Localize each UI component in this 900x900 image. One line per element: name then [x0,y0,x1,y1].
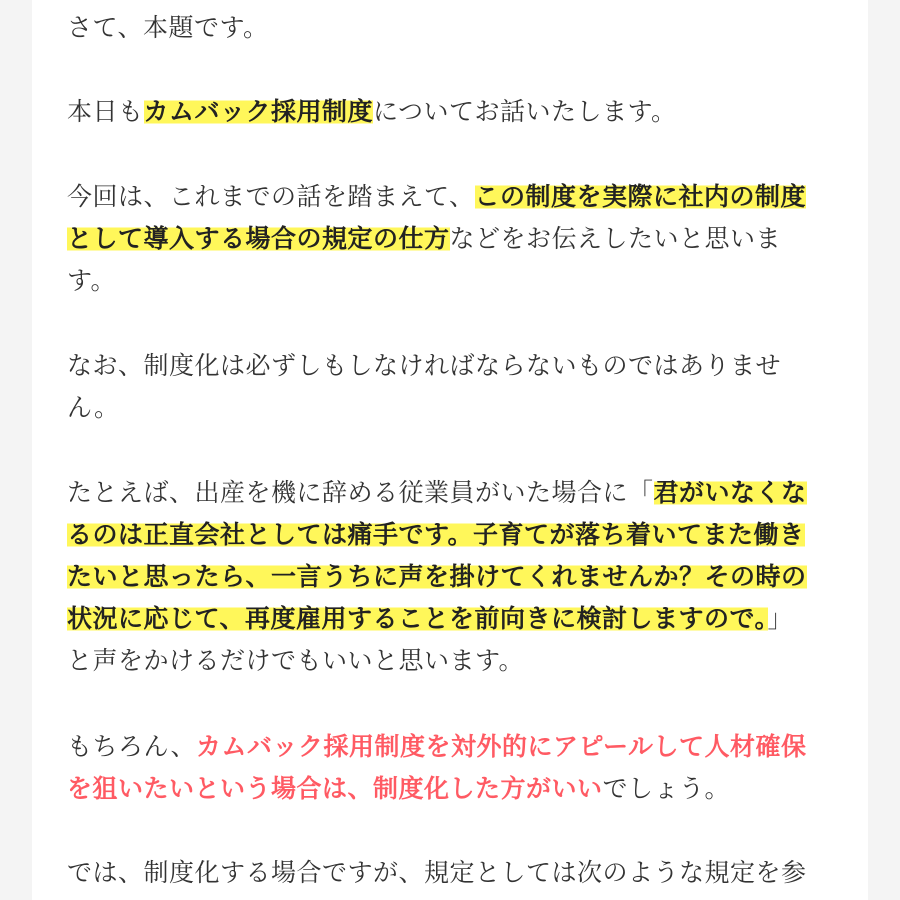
paragraph-recommendation [67,726,807,810]
text-line: なお、制度化は必ずしもしなければならないものではありませ [67,351,782,380]
text-line [67,556,807,598]
paragraph-example [67,472,807,682]
highlighted-text: 状況に応じて、再度雇用することを前向きに検討しますので。 [67,604,768,633]
text-run: でしょう。 [602,774,731,803]
paragraph-intro [67,7,269,49]
highlighted-text: この制度を実際に社内の制度 [474,182,807,211]
text-line [67,218,806,260]
text-line [67,726,807,768]
text-run: などをお伝えしたいと思いま [449,224,782,253]
highlighted-text: カムバック採用制度 [143,97,374,126]
paragraph-purpose [67,176,806,302]
text-line: では、制度化する場合ですが、規定としては次のような規定を参 [67,858,807,887]
text-line [67,598,807,640]
highlighted-text: として導入する場合の規定の仕方 [67,224,450,253]
text-run: についてお話いたします。 [373,97,677,126]
text-line: と声をかけるだけでもいいと思います。 [67,646,525,675]
paragraph-note [67,345,781,429]
text-line [67,176,806,218]
text-line [67,768,807,810]
text-run: 本日も [67,97,144,126]
highlighted-text: 君がいなくな [653,478,807,507]
text-run: 」 [767,604,794,633]
emphasized-text: カムバック採用制度を対外的にアピールして人材確保 [196,732,807,761]
emphasized-text: を狙いたいという場合は、制度化した方がいい [67,774,603,803]
text-line: ん。 [67,393,120,422]
paragraph-regulation [67,852,807,894]
text-line [67,472,807,514]
text-line [67,514,807,556]
text-run: 今回は、これまでの話を踏まえて、 [67,182,475,211]
paragraph-topic [67,91,677,133]
highlighted-text: たいと思ったら、一言うちに声を掛けてくれませんか？その時の [67,562,807,591]
text-line [67,91,677,133]
text-line: さて、本題です。 [67,13,269,42]
text-line: す。 [67,266,117,295]
text-run: もちろん、 [67,732,197,761]
text-run: たとえば、出産を機に辞める従業員がいた場合に「 [67,478,654,507]
highlighted-text: るのは正直会社としては痛手です。子育てが落ち着いてまた働き [67,520,805,549]
